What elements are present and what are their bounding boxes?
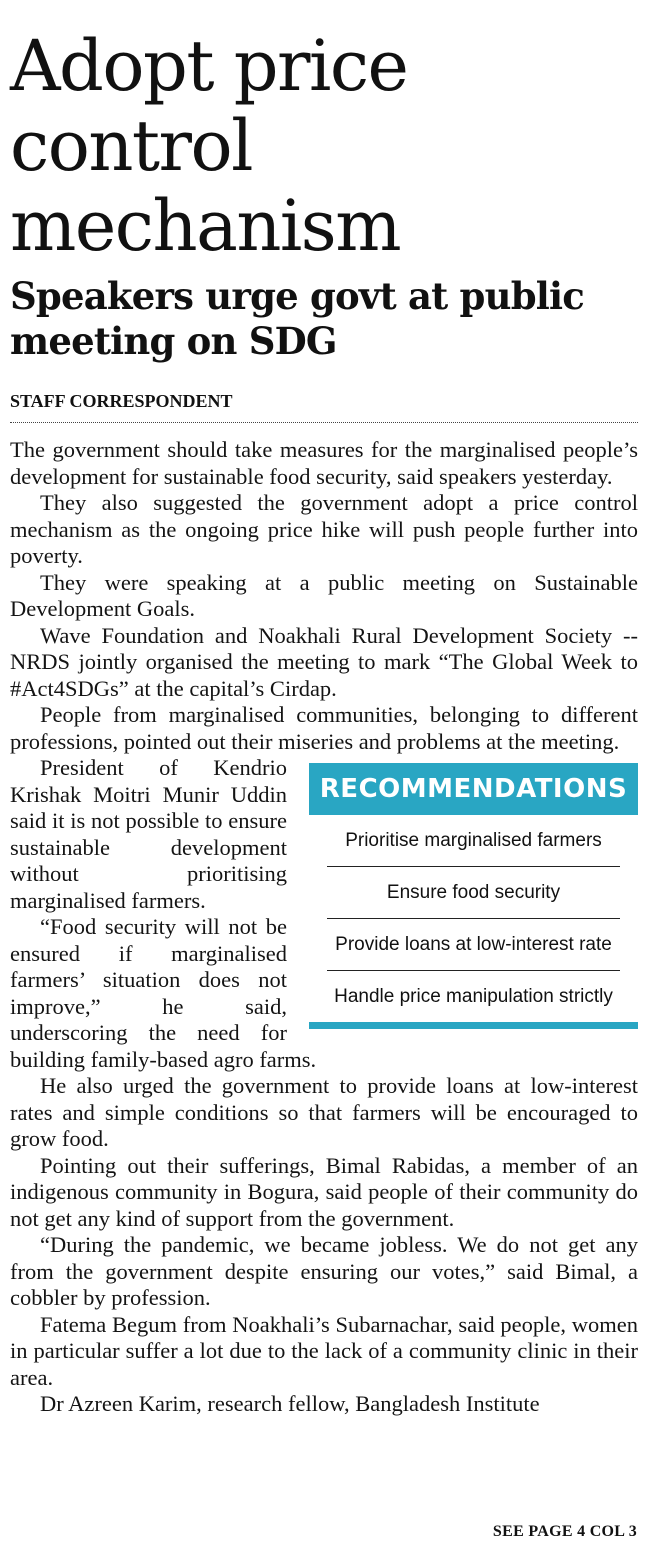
recommendation-item: Ensure food security (327, 867, 620, 919)
recommendations-title: RECOMMENDATIONS (309, 763, 638, 815)
headline: Adopt price control mechanism (10, 25, 408, 267)
recommendation-item: Prioritise marginalised farmers (327, 815, 620, 867)
paragraph-9: Pointing out their sufferings, Bimal Rabidas, a member of an indigenous community in Bogura, said people of their community do not get any kind of support from the government. (10, 1152, 638, 1231)
paragraph-2: They also suggested the government adopt a price control mechanism as the ongoing price hike will push people further into poverty. (10, 490, 638, 568)
paragraph-11: Fatema Begum from Noakhali’s Subarnachar, said people, women in particular suffer a lot due to the lack of a community clinic in their area. (10, 1311, 638, 1390)
paragraph-1: The government should take measures for the marginalised people’s development for sustainable food security, said speakers yesterday. (10, 437, 638, 489)
paragraph-10: “During the pandemic, we became jobless. We do not get any from the government despite ensuring our votes,” said Bimal, a cobbler by profession. (10, 1232, 638, 1310)
paragraph-8: He also urged the government to provide loans at low-interest rates and simple conditions so that farmers will be encouraged to grow food. (10, 1073, 638, 1151)
subheadline: Speakers urge govt at public meeting on SDG (10, 274, 585, 363)
article-body (10, 437, 638, 1418)
paragraph-4: Wave Foundation and Noakhali Rural Development Society -- NRDS jointly organised the meeting to mark “The Global Week to #Act4SDGs” at the capital’s Cirdap. (10, 622, 638, 701)
recommendation-item: Handle price manipulation strictly (334, 986, 613, 1007)
paragraph-3: They were speaking at a public meeting on Sustainable Development Goals. (10, 569, 638, 621)
article (10, 0, 638, 1418)
paragraph-5: People from marginalised communities, belonging to different professions, pointed out their miseries and problems at the meeting. (10, 702, 638, 754)
byline: STAFF CORRESPONDENT (10, 390, 638, 423)
recommendation-item: Provide loans at low-interest rate (327, 919, 620, 971)
paragraph-7: “Food security will not be ensured if marginalised farmers’ situation does not improve,” he said, underscoring the need for building family-based agro farms. (10, 914, 317, 1072)
paragraph-12: Dr Azreen Karim, research fellow, Bangladesh Institute (40, 1391, 540, 1416)
paragraph-6: President of Kendrio Krishak Moitri Munir Uddin said it is not possible to ensure sustainable development without prioritising marginalised farmers. (10, 755, 287, 913)
continuation-note: SEE PAGE 4 COL 3 (492, 1523, 637, 1540)
recommendations-box (309, 763, 638, 1029)
